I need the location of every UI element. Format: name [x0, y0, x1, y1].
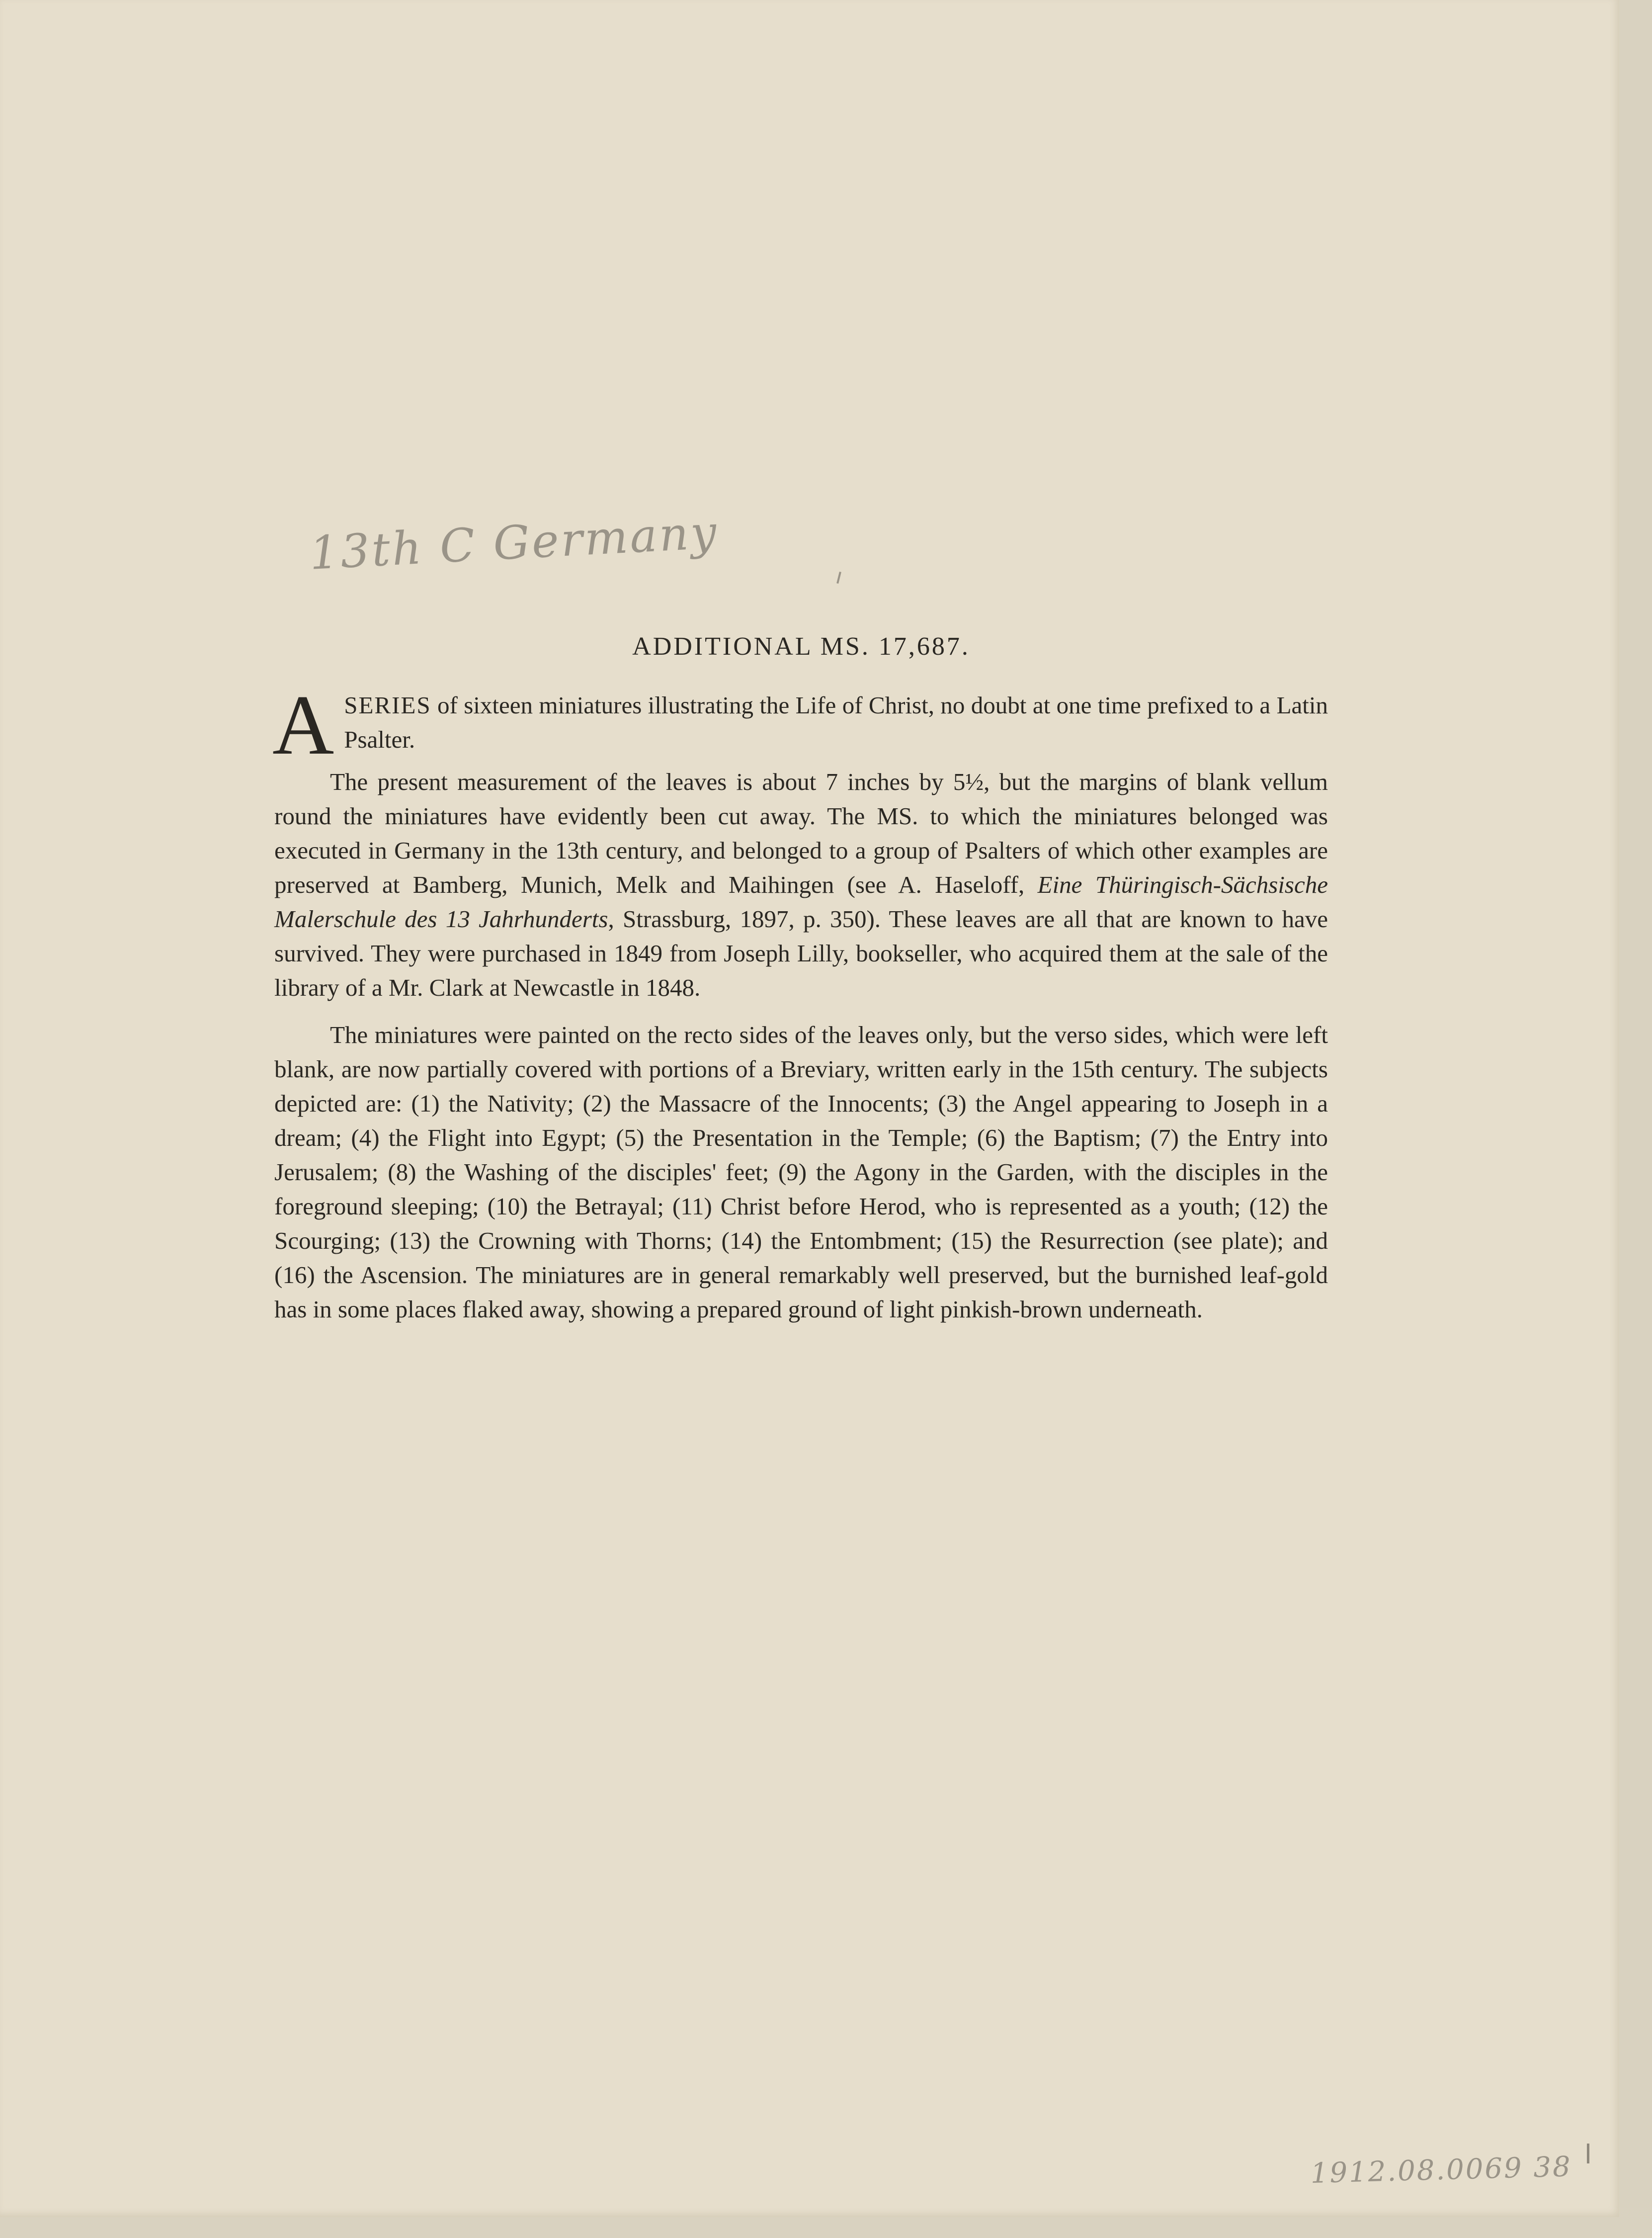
cited-work-title: Eine Thüringisch-Sächsische Malerschule des 13 Jahrhunderts [274, 871, 1328, 933]
measurement-text-2: , Strassburg, 1897, p. 350). These leaves are all that are known to have survived. They were purchased in 1849 from Joseph Lilly, bookseller, who acquired them at the sale of the library of a Mr. Clark at Newcastle in 1848. [274, 905, 1328, 1001]
pencil-note-date-origin: 13th C Germany [308, 505, 720, 580]
subjects-paragraph: The miniatures were painted on the recto sides of the leaves only, but the verso sides, which were left blank, are now partially covered with portions of a Breviary, written early in the 15th century. The subjects depicted are: (1) the Nativity; (2) the Massacre of the Innocents; (3) the Angel appearing to Joseph in a dream; (4) the Flight into Egypt; (5) the Presentation in the Temple; (6) the Baptism; (7) the Entry into Jerusalem; (8) the Washing of the disciples' feet; (9) the Agony in the Garden, with the disciples in the foreground sleeping; (10) the Betrayal; (11) Christ before Herod, who is represented as a youth; (12) the Scourging; (13) the Crowning with Thorns; (14) the Entombment; (15) the Resurrection (see plate); and (16) the Ascension. The miniatures are in general remarkably well preserved, but the burnished leaf-gold has in some places flaked away, showing a prepared ground of light pinkish-brown underneath. [274, 1021, 1328, 1323]
scan-edge-right [1619, 0, 1652, 2238]
document-heading: ADDITIONAL MS. 17,687. [632, 632, 970, 661]
scan-edge-bottom [0, 2217, 1652, 2238]
measurement-paragraph [274, 765, 1328, 1005]
opening-paragraph [272, 678, 1328, 773]
document-body [274, 629, 1328, 1326]
pencil-note-accession-number: 1912.08.0069 38 [1310, 2151, 1572, 2190]
opening-text: of sixteen miniatures illustrating the Life of Christ, no doubt at one time prefixed to a Latin Psalter. [344, 691, 1328, 753]
drop-cap: A [272, 678, 334, 773]
pencil-mark-bar [1587, 2144, 1589, 2163]
opening-word: SERIES [344, 691, 431, 719]
measurement-text-1: The present measurement of the leaves is about 7 inches by 5½, but the margins of blank vellum round the miniatures have evidently been cut away. The MS. to which the miniatures belonged was executed in Germany in the 13th century, and belonged to a group of Psalters of which other examples are preserved at Bamberg, Munich, Melk and Maihingen (see A. Haseloff, [274, 768, 1328, 898]
